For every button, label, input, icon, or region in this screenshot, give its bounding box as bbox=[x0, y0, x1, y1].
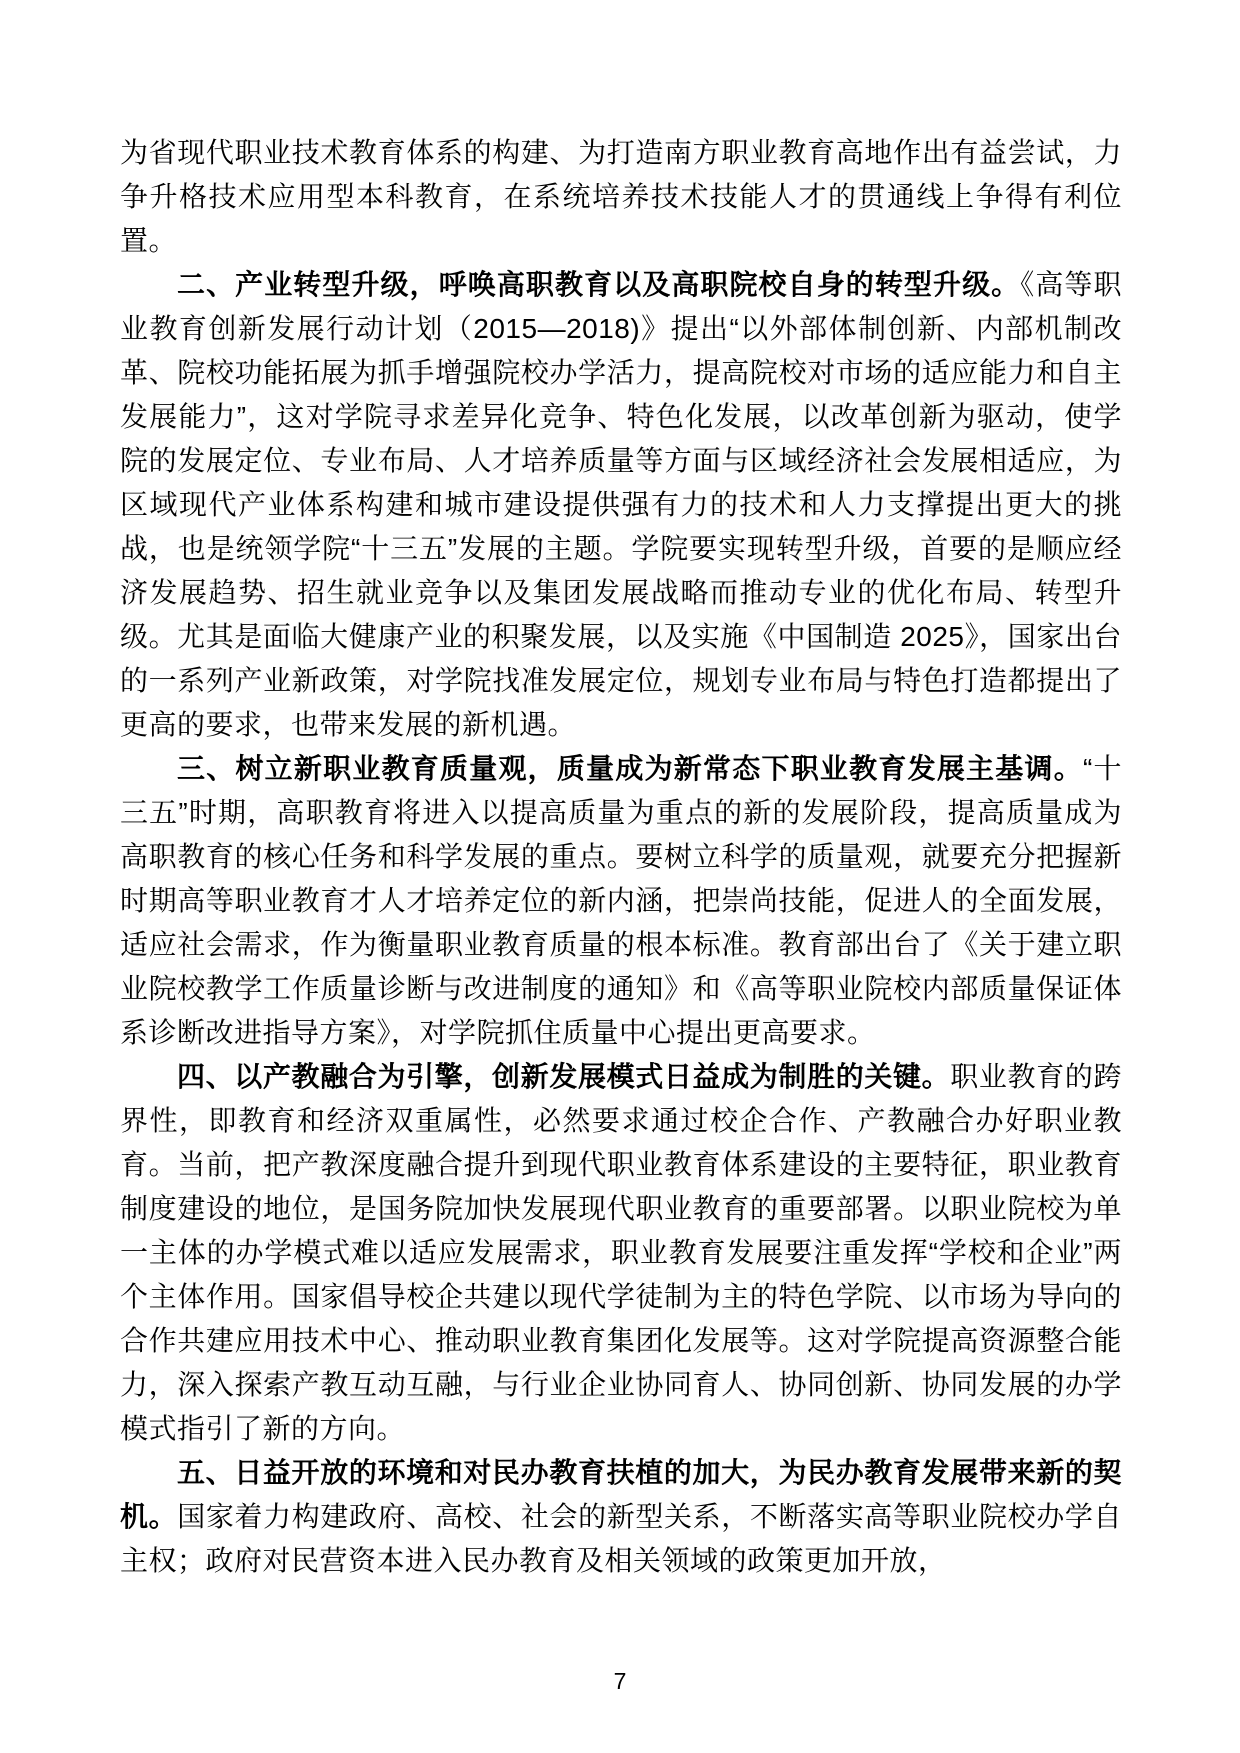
text-run: 为省现代职业技术教育体系的构建、为打造南方职业教育高地作出有益尝试，力争升格技术应用型本科教育，在系统培养技术技能人才的贯通线上争得有利位置。 bbox=[120, 137, 1122, 256]
paragraph bbox=[120, 131, 1122, 263]
section-heading: 二、产业转型升级，呼唤高职教育以及高职院校自身的转型升级。 bbox=[177, 269, 1021, 300]
section-heading: 四、以产教融合为引擎，创新发展模式日益成为制胜的关键。 bbox=[177, 1061, 951, 1092]
section-heading: 三、树立新职业教育质量观，质量成为新常态下职业教育发展主基调。 bbox=[177, 753, 1083, 784]
document-body bbox=[120, 131, 1122, 1583]
paragraph bbox=[120, 263, 1122, 747]
paragraph bbox=[120, 1451, 1122, 1583]
text-run: “十三五”时期，高职教育将进入以提高质量为重点的新的发展阶段，提高质量成为高职教育的核心任务和科学发展的重点。要树立科学的质量观，就要充分把握新时期高等职业教育才人才培养定位的新内涵，把崇尚技能，促进人的全面发展，适应社会需求，作为衡量职业教育质量的根本标准。教育部出台了《关于建立职业院校教学工作质量诊断与改进制度的通知》和《高等职业院校内部质量保证体系诊断改进指导方案》，对学院抓住质量中心提出更高要求。 bbox=[120, 753, 1122, 1048]
text-run: 《高等职业教育创新发展行动计划（2015—2018)》提出“以外部体制创新、内部机制改革、院校功能拓展为抓手增强院校办学活力，提高院校对市场的适应能力和自主发展能力”，这对学院寻求差异化竞争、特色化发展，以改革创新为驱动，使学院的发展定位、专业布局、人才培养质量等方面与区域经济社会发展相适应，为区域现代产业体系构建和城市建设提供强有力的技术和人力支撑提出更大的挑战，也是统领学院“十三五”发展的主题。学院要实现转型升级，首要的是顺应经济发展趋势、招生就业竞争以及集团发展战略而推动专业的优化布局、转型升级。尤其是面临大健康产业的积聚发展，以及实施《中国制造 2025》，国家出台的一系列产业新政策，对学院找准发展定位，规划专业布局与特色打造都提出了更高的要求，也带来发展的新机遇。 bbox=[120, 269, 1122, 740]
text-run: 职业教育的跨界性，即教育和经济双重属性，必然要求通过校企合作、产教融合办好职业教育。当前，把产教深度融合提升到现代职业教育体系建设的主要特征，职业教育制度建设的地位，是国务院加快发展现代职业教育的重要部署。以职业院校为单一主体的办学模式难以适应发展需求，职业教育发展要注重发挥“学校和企业”两个主体作用。国家倡导校企共建以现代学徒制为主的特色学院、以市场为导向的合作共建应用技术中心、推动职业教育集团化发展等。这对学院提高资源整合能力，深入探索产教互动互融，与行业企业协同育人、协同创新、协同发展的办学模式指引了新的方向。 bbox=[120, 1061, 1122, 1444]
paragraph bbox=[120, 1055, 1122, 1451]
text-run: 国家着力构建政府、高校、社会的新型关系，不断落实高等职业院校办学自主权；政府对民营资本进入民办教育及相关领域的政策更加开放， bbox=[120, 1501, 1122, 1576]
section-heading: 五、日益开放的环境和对民办教育扶植的加大，为民办教育发展带来新的契机。 bbox=[120, 1457, 1122, 1532]
paragraph bbox=[120, 747, 1122, 1055]
page-number: 7 bbox=[613, 1668, 627, 1694]
